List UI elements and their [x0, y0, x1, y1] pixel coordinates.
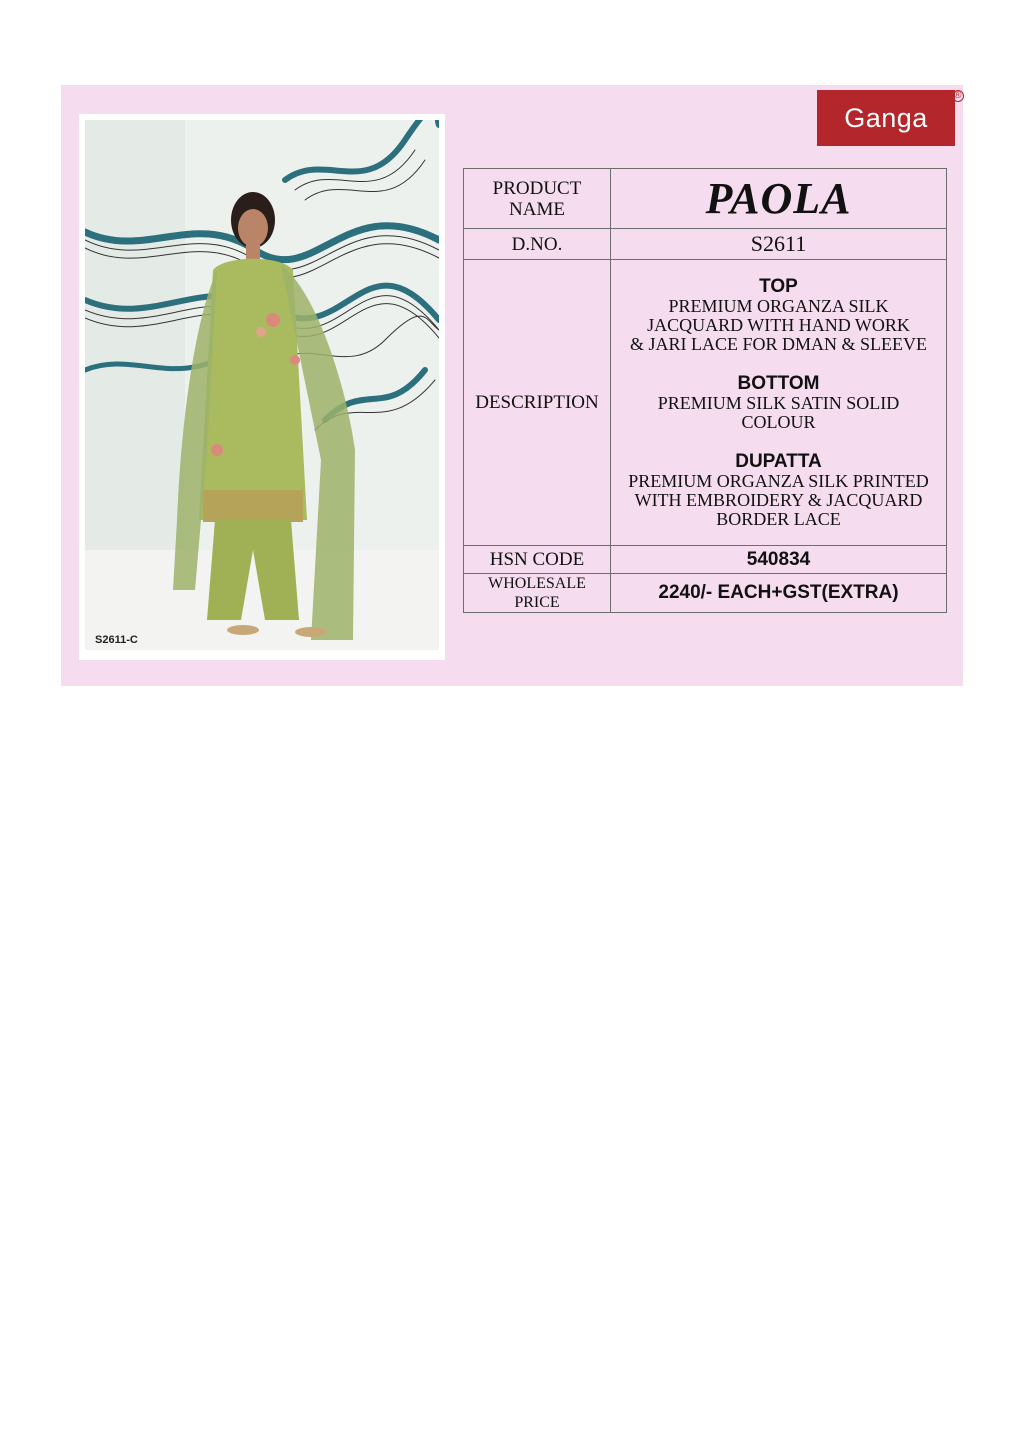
- top-line: PREMIUM ORGANZA SILK: [668, 295, 889, 316]
- brand-logo: [817, 90, 962, 146]
- row-product-name: [464, 169, 947, 229]
- bottom-heading: BOTTOM: [737, 372, 820, 394]
- dno-value: S2611: [611, 229, 947, 260]
- registered-mark: ®: [952, 90, 964, 102]
- bottom-line: COLOUR: [741, 411, 816, 432]
- price-label-line: WHOLESALE: [488, 575, 586, 592]
- product-name-label: PRODUCT NAME: [464, 169, 611, 229]
- model-illustration: [85, 120, 439, 650]
- brand-logo-text: Ganga: [844, 102, 928, 133]
- price-value: 2240/- EACH+GST(EXTRA): [611, 574, 947, 613]
- row-hsn: [464, 546, 947, 574]
- product-photo: [85, 120, 439, 650]
- hsn-value: 540834: [611, 546, 947, 574]
- dupatta-line: BORDER LACE: [716, 508, 841, 529]
- row-price: [464, 574, 947, 613]
- price-label-line: PRICE: [514, 594, 560, 611]
- description-label: DESCRIPTION: [464, 260, 611, 546]
- row-description: [464, 260, 947, 546]
- description-value: [611, 260, 947, 546]
- top-heading: TOP: [759, 275, 798, 297]
- dupatta-line: WITH EMBROIDERY & JACQUARD: [634, 489, 923, 510]
- hsn-label: HSN CODE: [464, 546, 611, 574]
- photo-code-label: S2611-C: [95, 634, 138, 646]
- spec-table: [463, 168, 947, 613]
- catalog-panel: [61, 85, 963, 686]
- row-dno: [464, 229, 947, 260]
- top-line: JACQUARD WITH HAND WORK: [647, 314, 910, 335]
- bottom-line: PREMIUM SILK SATIN SOLID: [657, 392, 900, 413]
- dupatta-heading: DUPATTA: [735, 450, 822, 472]
- top-line: & JARI LACE FOR DMAN & SLEEVE: [629, 333, 927, 354]
- dno-label: D.NO.: [464, 229, 611, 260]
- product-photo-frame: [79, 114, 445, 660]
- dupatta-line: PREMIUM ORGANZA SILK PRINTED: [628, 470, 929, 491]
- price-label: [464, 574, 611, 613]
- product-name-value: PAOLA: [611, 169, 947, 229]
